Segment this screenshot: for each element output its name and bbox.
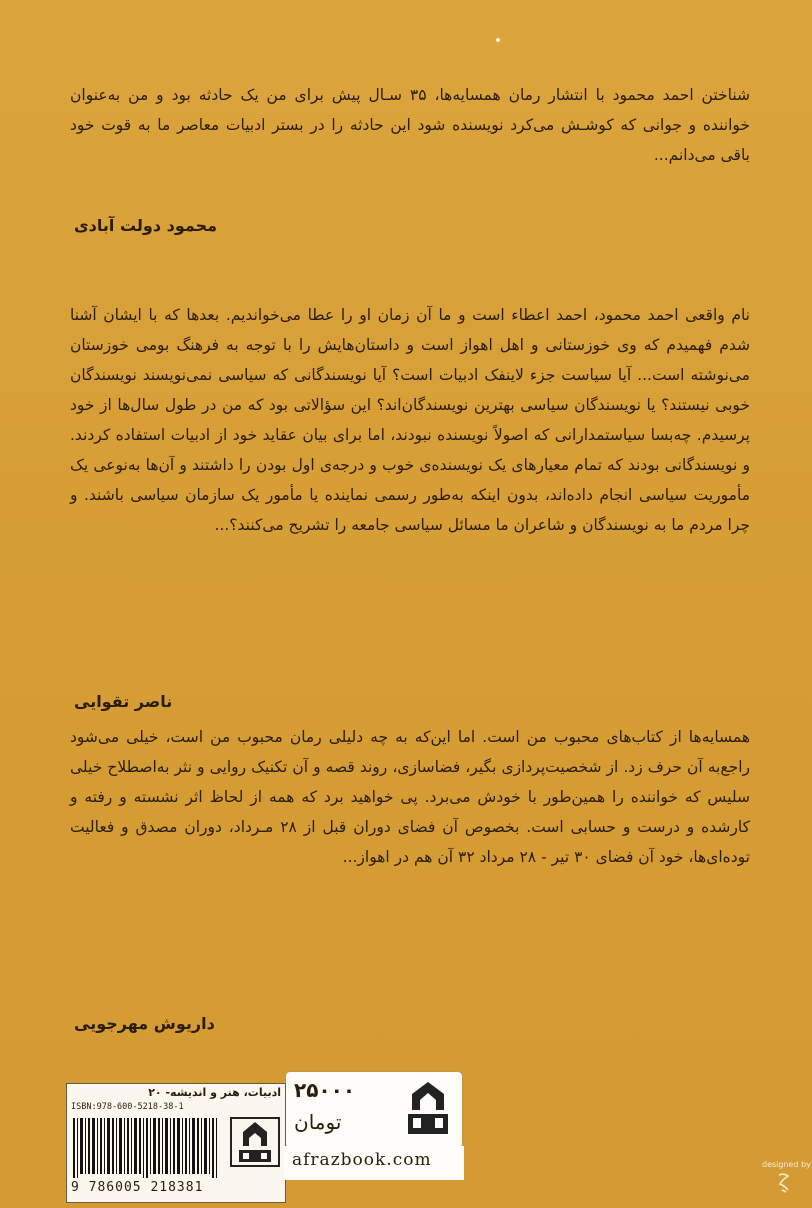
publisher-url: afrazbook.com — [292, 1150, 432, 1170]
barcode-label — [66, 1083, 286, 1203]
quote-text: همسایه‌ها از کتاب‌های محبوب من است. اما این‌که به چه دلیلی رمان محبوب من است، خیلی می‌شود راجع‌به آن حرف زد. از شخصیت‌پردازی بگیر، فضاسازی، روند قصه و آن تکنیک روایی و نثر به‌اصطلاح خیلی سلیس که خواننده را همین‌طور با خودش می‌برد. پی خواهید برد که همه از لحاظ اثر نشسته و رفته و کارشده و درست و حسابی است. بخصوص آن فضای دوران قبل از ۲۸ مـرداد، دوران مصدق و فعالیت توده‌ای‌ها، خود آن فضای ۳۰ تیر - ۲۸ مرداد ۳۲ آن هم در اهواز... — [70, 728, 751, 866]
quote-text: شناختن احمد محمود با انتشار رمان همسایه‌ها، ۳۵ سـال پیش برای من یک حادثه بود و من به‌عنوان خواننده و جوانی که کوشـش می‌کرد نویسنده شود این حادثه را در بستر ادبیات معاصر ما به قوت خود باقی می‌دانم... — [70, 86, 750, 164]
isbn-number: 9 786005 218381 — [71, 1180, 204, 1195]
decorative-dot — [496, 38, 500, 42]
barcode-icon — [71, 1118, 221, 1178]
price-sticker — [286, 1072, 462, 1148]
url-strip — [284, 1146, 464, 1180]
quote-author: محمود دولت آبادی — [74, 216, 218, 235]
quote-author: داریوش مهرجویی — [74, 1014, 215, 1033]
quote-author: ناصر تقوایی — [74, 692, 173, 711]
designed-by-label: designed by — [762, 1160, 811, 1169]
isbn-label: ISBN:978-600-5218-38-1 — [71, 1102, 184, 1112]
publisher-logo-icon — [229, 1116, 281, 1168]
publisher-logo-icon — [400, 1078, 456, 1138]
quote-2 — [70, 300, 750, 540]
quote-1 — [70, 80, 750, 170]
designer-signature-icon — [776, 1172, 792, 1194]
price-unit: تومان — [294, 1110, 342, 1134]
quote-3 — [70, 722, 750, 872]
series-title: ادبیات، هنر و اندیشه- ۲۰ — [148, 1086, 281, 1099]
quote-text: نام واقعی احمد محمود، احمد اعطاء است و ما آن زمان او را عطا می‌خواندیم. بعدها که با ایشان آشنا شدم فهمیدم که وی خوزستانی و اهل اهواز است و داستان‌هایش را با توجه به فرهنگ بومی خوزستان می‌نوشته است... آیا سیاست جزء لاینفک ادبیات است؟ آیا نویسندگانی که سیاسی نمی‌نویسند نویسندگان خوبی نیستند؟ یا نویسندگان سیاسی بهترین نویسندگان‌اند؟ این سؤالاتی بود که من در طول سال‌ها از خود پرسیدم. چه‌بسا سیاستمدارانی که اصولاً نویسنده نبودند، اما برای بیان عقاید خود از ادبیات استفاده کردند. و نویسندگانی بودند که تمام معیارهای یک نویسنده‌ی خوب و درجه‌ی اول بودن را داشتند و آن‌ها به‌نوعی یک مأموریت سیاسی انجام داده‌اند، بدون اینکه به‌طور رسمی نماینده یا مأمور یک سازمان سیاسی باشند. و چرا مردم ما به نویسندگان و شاعران ما مسائل سیاسی جامعه را تشریح می‌کنند؟... — [70, 306, 750, 534]
price-value: ۲۵۰۰۰ — [294, 1078, 356, 1102]
